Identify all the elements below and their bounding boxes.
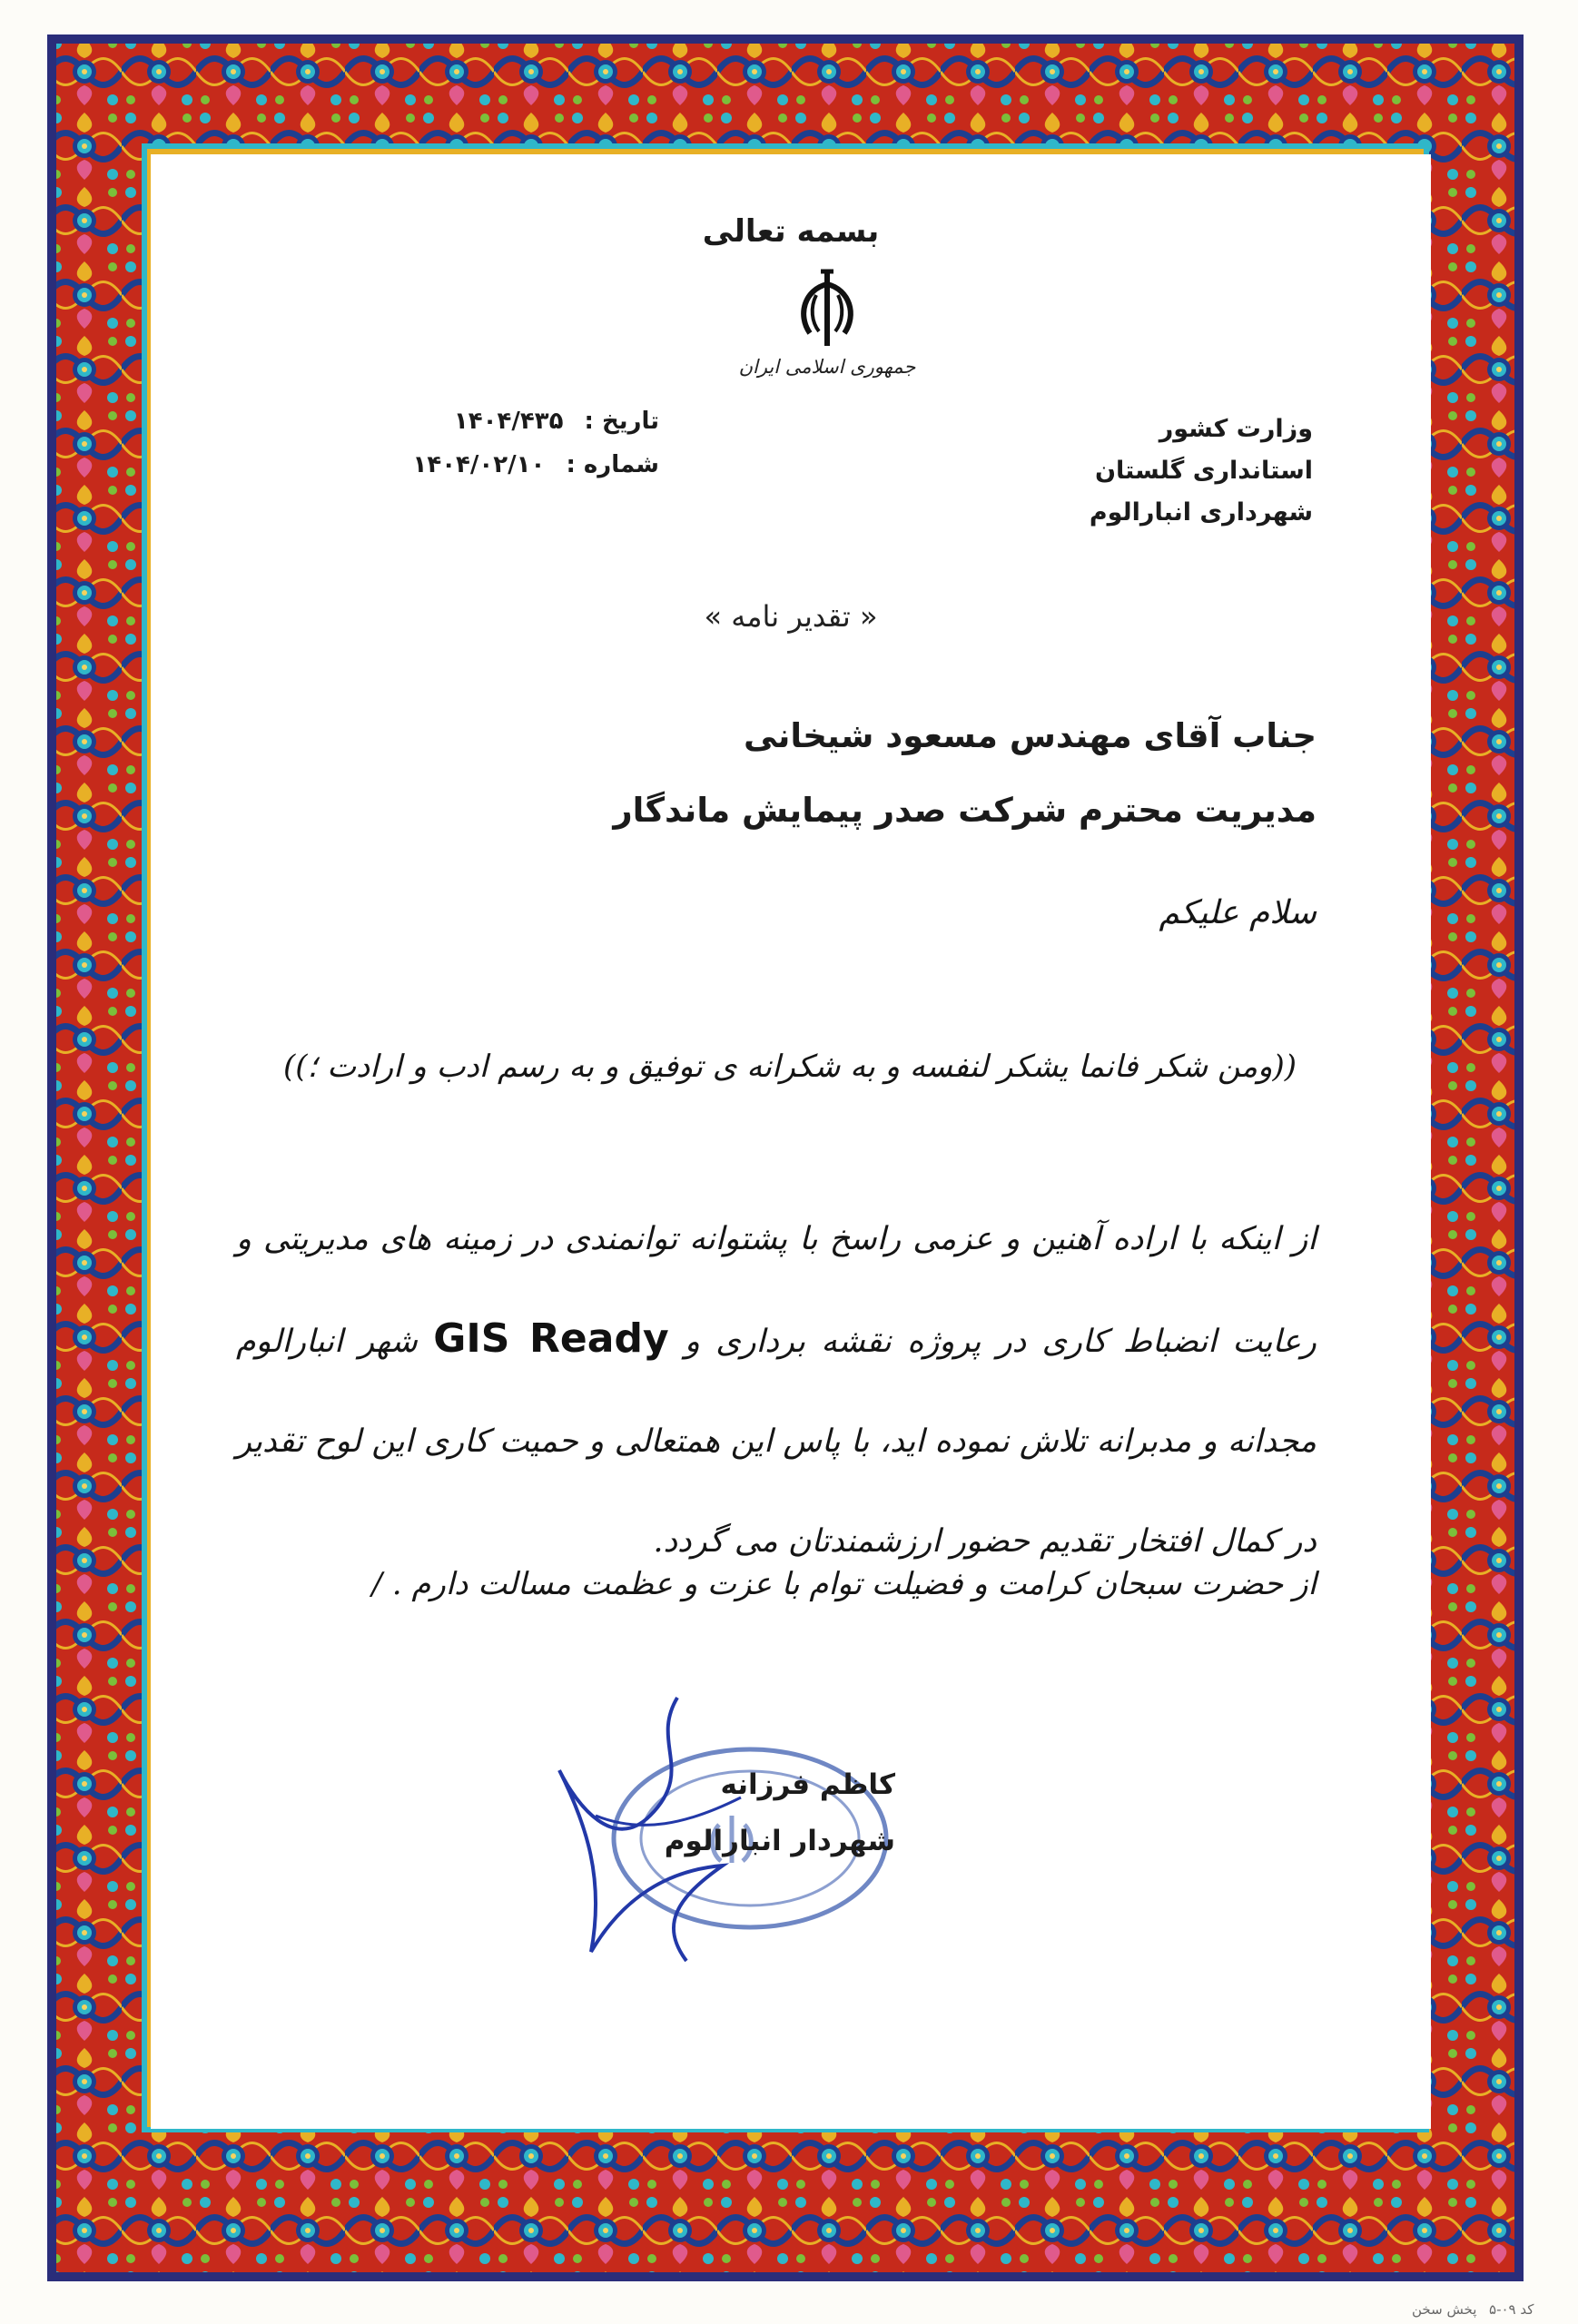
- number-row: [323, 443, 659, 487]
- date-value: ۱۴۰۴/۴۳۵: [453, 408, 564, 435]
- body-text-part1: از اینکه با اراده آهنین و عزمی راسخ با پشتوانه توانمندی در زمینه های مدیریتی و رعایت انضباط کاری در پروژه نقشه برداری و: [236, 1221, 1317, 1360]
- number-value: ۱۴۰۴/۰۲/۱۰: [412, 451, 546, 478]
- issuer-line-municipality: شهرداری انبارالوم: [1089, 498, 1313, 527]
- number-label: شماره :: [566, 451, 659, 478]
- issuer-line-governorate: استانداری گلستان: [1094, 457, 1313, 485]
- closing-line: از حضرت سبحان کرامت و فضیلت توام با عزت و عظمت مسالت دارم . /: [371, 1566, 1317, 1602]
- greeting: سلام علیکم: [1159, 894, 1317, 931]
- reference-block: [323, 399, 659, 487]
- addressee-block: [227, 699, 1317, 848]
- body-paragraph: [236, 1189, 1317, 1591]
- addressee-position: مدیریت محترم شرکت صدر پیمایش ماندگار: [613, 791, 1317, 830]
- iran-emblem-icon: [786, 268, 868, 359]
- issuer-line-ministry: وزارت کشور: [1159, 415, 1313, 443]
- quote-line: ((ومن شکر فانما یشکر لنفسه و به شکرانه ی توفیق و به رسم ادب و ارادت ؛)): [282, 1049, 1297, 1085]
- footer-code: کد ۰۹-۵: [1489, 2301, 1534, 2318]
- emblem-caption: جمهوری اسلامی ایران: [738, 356, 916, 378]
- body-text-part2: شهر انبارالوم مجدانه و مدبرانه تلاش نموده اید، با پاس این همتعالی و حمیت کاری این لوح تقدیر در کمال افتخار تقدیم حضور ارزشمندتان می گردد.: [236, 1324, 1317, 1560]
- gis-ready-term: GIS Ready: [433, 1315, 669, 1362]
- letter-title: « تقدیر نامه »: [704, 599, 878, 634]
- basmala: بسمه تعالی: [702, 213, 880, 250]
- signatory-title: شهردار انبارالوم: [664, 1825, 895, 1857]
- signatory-name: کاظم فرزانه: [720, 1768, 895, 1801]
- footer-note: پخش سخن: [1412, 2301, 1477, 2318]
- letter-body: [151, 154, 1431, 2129]
- date-row: [323, 399, 659, 443]
- date-label: تاریخ :: [584, 408, 659, 435]
- signatory-block: [665, 1757, 895, 1869]
- addressee-name: جناب آقای مهندس مسعود شیخانی: [744, 716, 1317, 755]
- issuer-block: [950, 409, 1313, 534]
